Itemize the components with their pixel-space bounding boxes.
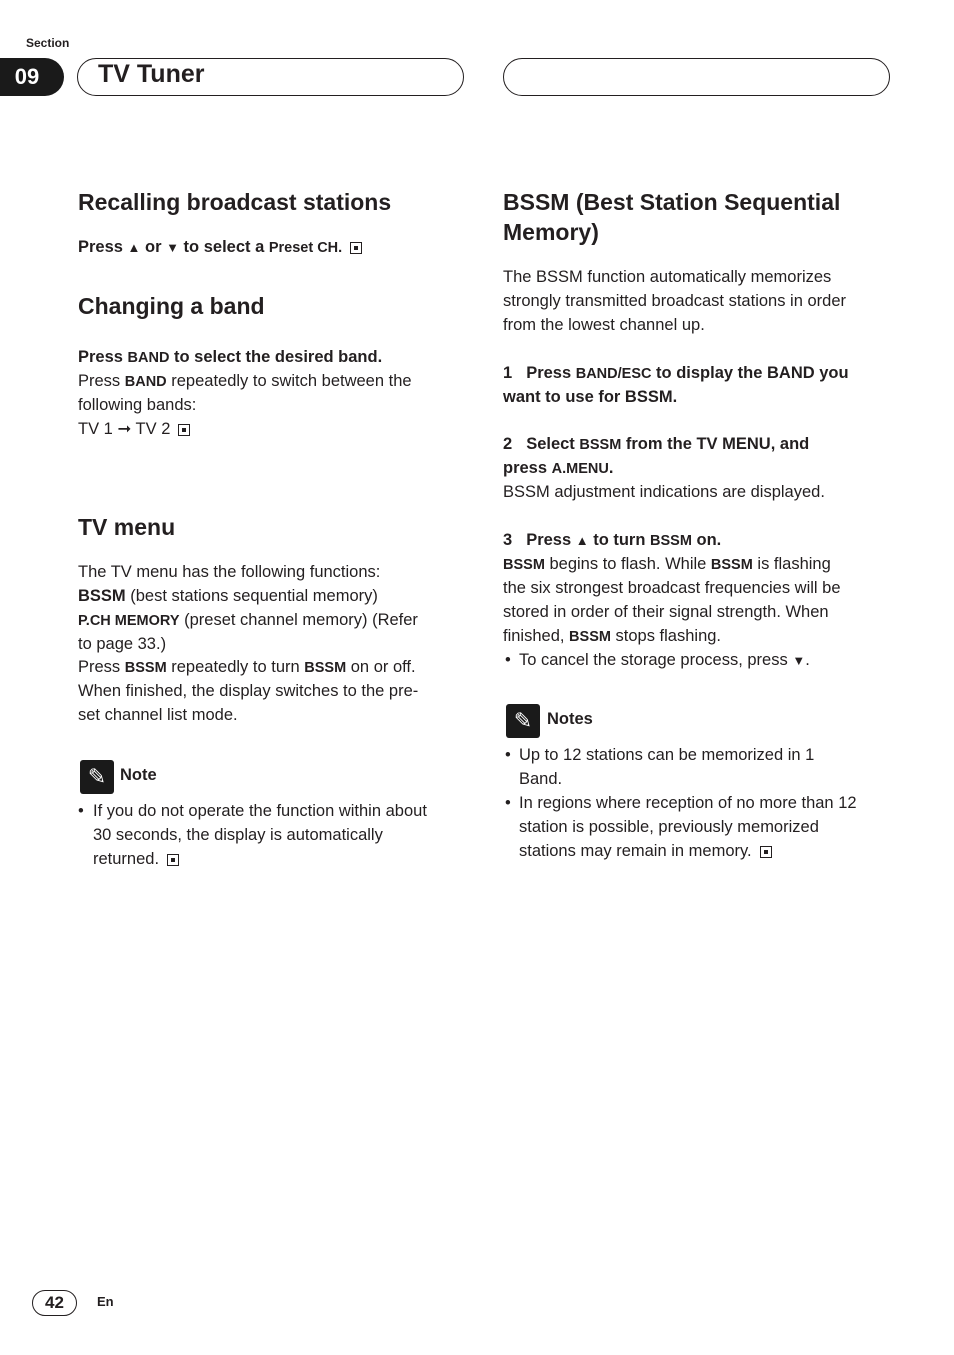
- bullet-dot: •: [505, 651, 511, 669]
- notes-text: Band.: [519, 770, 563, 788]
- step-2-description: BSSM adjustment indications are displayed.: [503, 483, 825, 501]
- bssm-intro: The BSSM function automatically memorizes: [503, 268, 832, 286]
- recall-heading: Recalling broadcast stations: [78, 189, 392, 215]
- step-3-description: BSSM begins to flash. While BSSM is flashing: [503, 555, 831, 573]
- notes-text: In regions where reception of no more than 12: [519, 794, 857, 812]
- tvmenu-line: When finished, the display switches to the pre-: [78, 682, 419, 700]
- band-heading: Changing a band: [78, 293, 265, 319]
- band-body-line: following bands:: [78, 396, 197, 414]
- notes-text: stations may remain in memory.: [519, 839, 772, 863]
- tvmenu-line: P.CH MEMORY (preset channel memory) (Refer: [78, 611, 418, 629]
- step-1: 1 Press BAND/ESC to display the BAND you: [503, 364, 849, 382]
- end-mark-icon: [167, 854, 179, 866]
- page-language: En: [97, 1294, 114, 1309]
- up-arrow-icon: ▲: [127, 240, 141, 255]
- end-mark-icon: [350, 242, 362, 254]
- band-body-line: Press BAND repeatedly to switch between the: [78, 372, 412, 390]
- notes-pencil-icon: ✎: [506, 704, 540, 738]
- bullet-dot: •: [505, 794, 511, 812]
- step-2-line: press A.MENU.: [503, 459, 614, 477]
- bullet-dot: •: [505, 746, 511, 764]
- end-mark-icon: [178, 424, 190, 436]
- tvmenu-line: Press BSSM repeatedly to turn BSSM on or off.: [78, 658, 416, 676]
- bssm-heading: Memory): [503, 219, 599, 245]
- bssm-intro: strongly transmitted broadcast stations in order: [503, 292, 846, 310]
- step-3-description: the six strongest broadcast frequencies will be: [503, 579, 841, 597]
- notes-label: Notes: [547, 710, 593, 728]
- tvmenu-line: The TV menu has the following functions:: [78, 563, 381, 581]
- end-mark-icon: [760, 846, 772, 858]
- band-instruction: Press BAND to select the desired band.: [78, 348, 383, 366]
- step-3: 3 Press ▲ to turn BSSM on.: [503, 531, 722, 549]
- down-arrow-icon: ▼: [166, 240, 179, 255]
- step-2: 2 Select BSSM from the TV MENU, and: [503, 435, 810, 453]
- tvmenu-line: set channel list mode.: [78, 706, 238, 724]
- tvmenu-heading: TV menu: [78, 514, 176, 540]
- section-number-badge: 09: [0, 58, 64, 96]
- title-frame-right: [503, 58, 890, 96]
- note-text: returned.: [93, 847, 179, 871]
- note-label: Note: [120, 766, 157, 784]
- tvmenu-line: BSSM (best stations sequential memory): [78, 587, 378, 605]
- bssm-heading: BSSM (Best Station Sequential: [503, 189, 841, 215]
- step-3-description: finished, BSSM stops flashing.: [503, 627, 722, 645]
- note-text: If you do not operate the function within about: [93, 802, 427, 820]
- step-3-description: stored in order of their signal strength. When: [503, 603, 829, 621]
- bullet-dot: •: [78, 802, 84, 820]
- notes-text: station is possible, previously memorized: [519, 818, 819, 836]
- notes-text: Up to 12 stations can be memorized in 1: [519, 746, 815, 764]
- tvmenu-line: to page 33.): [78, 635, 167, 653]
- band-body-line: TV 1 ➞ TV 2: [78, 417, 190, 441]
- note-pencil-icon: ✎: [80, 760, 114, 794]
- page-number: 42: [32, 1290, 77, 1316]
- note-text: 30 seconds, the display is automatically: [93, 826, 383, 844]
- step-3-cancel: To cancel the storage process, press ▼.: [519, 651, 810, 669]
- right-arrow-icon: ➞: [117, 420, 132, 438]
- bssm-intro: from the lowest channel up.: [503, 316, 705, 334]
- page-title: TV Tuner: [98, 60, 205, 88]
- recall-instruction: Press ▲ or ▼ to select a Preset CH.: [78, 235, 362, 260]
- section-label: Section: [26, 36, 70, 50]
- up-arrow-icon: ▲: [575, 533, 589, 548]
- step-1-line: want to use for BSSM.: [503, 388, 678, 406]
- down-arrow-icon: ▼: [792, 653, 806, 668]
